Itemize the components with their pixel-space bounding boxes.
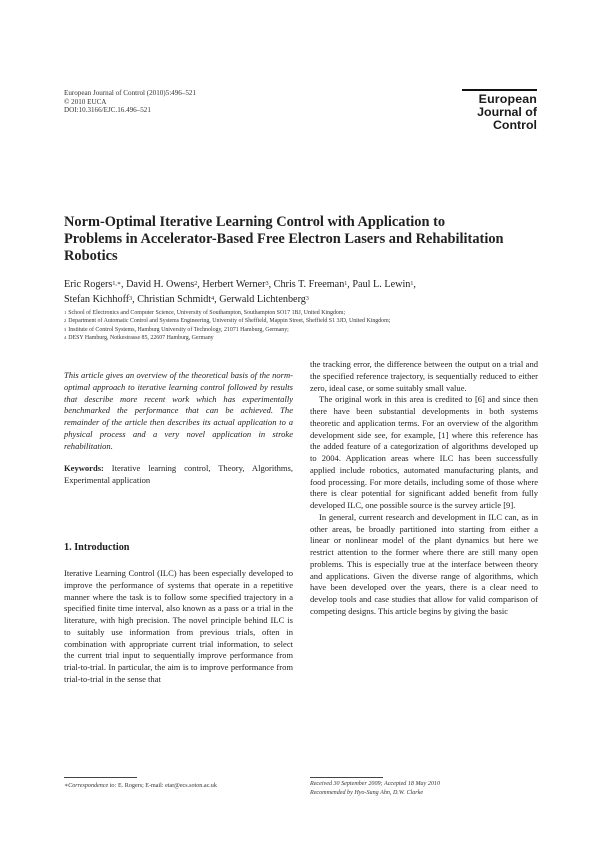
author xyxy=(137,294,219,305)
author-affiliation-mark: 1 xyxy=(344,281,348,287)
affiliation-number: 4 xyxy=(64,335,67,341)
journal-reference: European Journal of Control (2010)5:496–521 xyxy=(64,89,196,97)
author-name: Eric Rogers xyxy=(64,279,113,290)
received-info xyxy=(310,780,440,797)
journal-header-info xyxy=(64,89,196,115)
recommended-by: Recommended by Hyo-Sung Ahn, D.W. Clarke xyxy=(310,789,424,796)
author xyxy=(274,279,353,290)
affiliation xyxy=(64,334,544,342)
author-separator: , xyxy=(413,279,416,290)
keywords-label: Keywords: xyxy=(64,463,104,474)
author-affiliation-mark: 3 xyxy=(305,295,309,302)
affiliation-number: 1 xyxy=(64,310,67,315)
right-column xyxy=(310,359,538,618)
author-name: Christian Schmidt xyxy=(137,293,212,305)
author xyxy=(352,279,416,290)
doi: DOI:10.3166/EJC.16.496–521 xyxy=(64,106,151,115)
author-affiliation-mark: 1 xyxy=(410,281,414,287)
copyright-notice: © 2010 EUCA xyxy=(64,97,107,106)
affiliation-list xyxy=(64,309,544,343)
keywords xyxy=(64,463,293,487)
author-name: Gerwald Lichtenberg xyxy=(219,293,306,305)
author xyxy=(219,294,309,305)
affiliation-number: 3 xyxy=(64,326,67,332)
received-dates: Received 30 September 2009; Accepted 18 May 2010 xyxy=(310,781,441,787)
section-heading-introduction: 1. Introduction xyxy=(64,542,130,553)
author-separator: , xyxy=(268,279,274,290)
author-name: Chris T. Freeman xyxy=(273,279,345,290)
abstract: This article gives an overview of the theoretical basis of the norm-optimal approach to iterative learning control followed by results that describe more recent work which has experimentally benchmarked the performance that can be achieved. The remainder of the article then describes its actual application to a physical process and a very novel application in stroke rehabilitation. xyxy=(64,370,293,451)
affiliation xyxy=(64,326,544,334)
received-rule xyxy=(310,777,383,778)
author xyxy=(126,279,202,290)
author-name: David H. Owens xyxy=(126,279,195,290)
logo-line-2: Journal of xyxy=(477,105,537,119)
affiliation xyxy=(64,309,544,317)
author-affiliation-mark: 2 xyxy=(194,281,198,287)
affiliation-text: Department of Automatic Control and Systems Engineering, University of Sheffield, Mappin Street, Sheffield S1 3JD, United Kingdom; xyxy=(68,318,391,325)
footnote-text: E. Rogers; E-mail: etar@ecs.soton.ac.uk xyxy=(116,783,217,789)
affiliation-text: Institute of Control Systems, Hamburg University of Technology, 21071 Hamburg, Germany; xyxy=(68,326,289,333)
author-separator: , xyxy=(347,279,353,290)
author-affiliation-mark: 4 xyxy=(211,295,215,302)
affiliation-number: 2 xyxy=(64,318,67,324)
affiliation-text: School of Electronics and Computer Science, University of Southampton, Southampton SO17 1BJ, United Kingdom; xyxy=(68,310,346,316)
logo-line-1: European xyxy=(478,92,537,106)
author-affiliation-mark: 1,∗ xyxy=(112,281,121,287)
introduction-paragraph: Iterative Learning Control (ILC) has been especially developed to improve the performance of systems that operate in a repetitive manner where the task is to follow some specified trajectory in a specified finite time interval, also known as a pass or a trial in the literature, with high precision. The novel principle behind ILC is to suitably use information from previous trials, often in combination with appropriate current trial information, to select the current trial input to sequentially improve performance from trial-to-trial. In particular, the aim is to improve performance from trial-to-trial in the sense that xyxy=(64,568,293,684)
keywords-text: Iterative learning control, Theory, Algorithms, Experimental application xyxy=(64,463,293,485)
logo-line-3: Control xyxy=(492,118,537,132)
article-title: Norm-Optimal Iterative Learning Control with Application to Problems in Accelerator-Based Free Electron Lasers and Rehabilitation Robotics xyxy=(64,214,504,264)
body-paragraph: The original work in this area is credited to [6] and since then there have been substantial developments in both systems theoretic and application terms. For an overview of the algorithm development side see, for example, [1] where this reference has the added feature of a categorization of algorithms developed up to 2004. Application areas where ILC has been successfully applied include robotics, automated manufacturing plants, and food processing. For more details, including some of those where there is clear potential for significant added benefit from fully developed ILC, one possible source is the survey article [9]. xyxy=(310,394,538,510)
author-separator: , xyxy=(197,279,203,290)
author xyxy=(202,279,273,290)
left-column xyxy=(64,370,293,487)
author-separator: , xyxy=(120,279,127,290)
body-paragraph: In general, current research and development in ILC can, as in other areas, be broadly partitioned into starting from either a linear or nonlinear model of the plant dynamics but here we restrict attention to the former where there are still many open problems. This is especially true at the interface between theory and applications. Given the diverse range of algorithms, which have been developed over the years, there is a clear need to develop tools and case studies that allow for valid comparison of competing designs. This article begins by giving the basic xyxy=(310,511,538,616)
author-separator: , xyxy=(132,293,138,305)
author-separator: , xyxy=(214,293,220,305)
author xyxy=(64,294,137,305)
footnote-label: Correspondence to: xyxy=(68,783,117,789)
journal-logo xyxy=(462,89,537,137)
affiliation xyxy=(64,317,544,325)
author xyxy=(64,279,126,290)
footnote-rule xyxy=(64,777,137,778)
footnote-mark: ∗ xyxy=(64,783,69,789)
affiliation-text: DESY Hamburg, Notkestrasse 85, 22607 Hamburg, Germany xyxy=(68,335,214,342)
author-affiliation-mark: 3 xyxy=(129,295,133,302)
author-list xyxy=(64,278,534,307)
author-affiliation-mark: 3 xyxy=(265,281,269,287)
author-name: Stefan Kichhoff xyxy=(64,293,130,305)
correspondence-footnote xyxy=(64,782,217,789)
author-name: Herbert Werner xyxy=(202,279,266,290)
author-name: Paul L. Lewin xyxy=(352,279,411,290)
body-paragraph: the tracking error, the difference between the output on a trial and the specified reference trajectory, is sequentially reduced to either zero, ideal case, or some suitably small value. xyxy=(310,359,538,393)
